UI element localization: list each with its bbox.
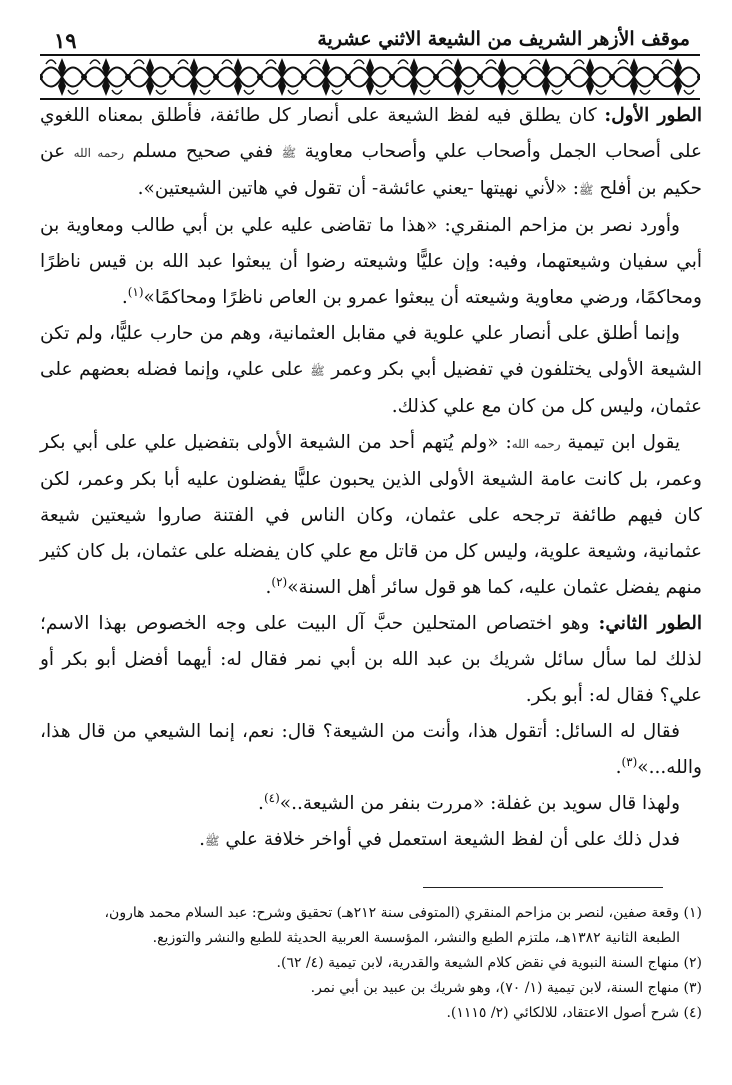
paragraph-8	[40, 822, 702, 859]
text-span: عن حكيم بن أفلح	[40, 141, 702, 199]
footnote-ref[interactable]: (٣)	[621, 754, 638, 769]
paragraph-1	[40, 98, 702, 208]
text-span: كان يطلق فيه لفظ الشيعة على أنصار كل طائفة، فأطلق بمعناه اللغوي على أصحاب الجمل وأصحاب علي وأصحاب معاوية	[40, 105, 702, 162]
honorific: رحمه الله	[511, 437, 561, 451]
footnote-1-continued: الطبعة الثانية ١٣٨٢هـ، ملتزم الطبع والنشر، المؤسسة العربية الحديثة للطبع والنشر والتوزيع.	[152, 930, 680, 946]
honorific: ﷺ	[579, 183, 594, 197]
text-span: .	[265, 577, 272, 598]
honorific: رحمه الله	[73, 146, 125, 160]
honorific: ﷺ	[204, 834, 220, 848]
footnote-ref[interactable]: (٤)	[263, 790, 280, 805]
paragraph-6	[40, 714, 702, 786]
text-span: : «ولم يُتهم أحد من الشيعة الأولى بتفضيل علي على أبي بكر وعمر، بل كانت عامة الشيعة الأولى الذين يحبون عليًّا يفضلون عليه أبا بكر وعمر، لكن كان فيهم طائفة ترجحه على عثمان، وكان الناس في الفتنة صاروا شيعتين شيعة عثمانية، وشيعة علوية، وليس كل من قاتل مع علي كان يفضله على عثمان، بل كان كثير منهم يفضل عثمان عليه، كما هو قول سائر أهل السنة»	[40, 432, 702, 598]
footnotes	[40, 901, 702, 1026]
text-span: يقول ابن تيمية	[560, 432, 681, 453]
page-number: ١٩	[54, 28, 77, 53]
running-title: موقف الأزهر الشريف من الشيعة الاثني عشرية	[317, 28, 690, 50]
paragraph-2	[40, 208, 702, 316]
page-header	[40, 22, 700, 92]
text-span: وهو اختصاص المتحلين حبَّ آل البيت على وجه الخصوص بهذا الاسم؛ لذلك لما سأل سائل شريك بن عبد الله بن أبي نمر فقال له: أيهما أفضل أبو بكر أو علي؟ فقال له: أبو بكر.	[40, 613, 702, 706]
text-span: فدل ذلك على أن لفظ الشيعة استعمل في أواخر خلافة علي	[219, 829, 680, 850]
paragraph-5	[40, 606, 702, 714]
footnote-4: (٤) شرح أصول الاعتقاد، للالكائي (٢/ ١١١٥).	[446, 1005, 702, 1021]
footnote-ref[interactable]: (٢)	[271, 574, 288, 589]
text-span: .	[121, 287, 128, 308]
text-span: .	[199, 829, 205, 850]
footnote-2: (٢) منهاج السنة النبوية في نقض كلام الشيعة والقدرية، لابن تيمية (٤/ ٦٢).	[276, 955, 702, 971]
text-span: فقال له السائل: أتقول هذا، وأنت من الشيعة؟ قال: نعم، إنما الشيعي من قال هذا، والله...»	[40, 721, 702, 778]
footnote-divider	[423, 887, 663, 888]
ornament-border	[40, 54, 700, 100]
footnote-ref[interactable]: (١)	[127, 284, 144, 299]
text-span: ولهذا قال سويد بن غفلة: «مررت بنفر من الشيعة..»	[279, 793, 680, 814]
text-span: : «لأني نهيتها -يعني عائشة- أن تقول في هاتين الشيعتين».	[137, 178, 580, 199]
paragraph-4	[40, 425, 702, 606]
text-span: وإنما أطلق على أنصار علي علوية في مقابل العثمانية، وهم من حارب عليًّا، ولم تكن الشيعة الأولى يختلفون في تفضيل أبي بكر وعمر	[40, 323, 702, 380]
main-text	[40, 98, 702, 859]
text-span: على علي، وإنما فضله بعضهم على عثمان، وليس كل من كان مع علي كذلك.	[40, 359, 702, 417]
text-span: وأورد نصر بن مزاحم المنقري: «هذا ما تقاضى عليه علي بن أبي طالب ومعاوية بن أبي سفيان وشيعتهما، وفيه: وإن عليًّا وشيعته رضوا أن يبعثوا عبد الله بن قيس ناظرًا ومحاكمًا، ورضي معاوية وشيعته أن يبعثوا عمرو بن العاص ناظرًا ومحاكمًا»	[40, 215, 702, 308]
honorific: ﷺ	[310, 364, 325, 378]
paragraph-3	[40, 316, 702, 425]
footnote-1: (١) وقعة صفين، لنصر بن مزاحم المنقري (المتوفى سنة ٢١٢هـ) تحقيق وشرح: عبد السلام محمد هارون،	[104, 905, 702, 921]
text-span: .	[615, 757, 622, 778]
heading-stage-two: الطور الثاني:	[598, 613, 702, 634]
honorific: ﷺ	[281, 146, 297, 160]
heading-stage-one: الطور الأول:	[604, 105, 702, 126]
text-span: ففي صحيح مسلم	[124, 141, 282, 162]
footnote-3: (٣) منهاج السنة، لابن تيمية (١/ ٧٠)، وهو شريك بن عبيد بن أبي نمر.	[310, 980, 702, 996]
text-span: .	[258, 793, 264, 814]
paragraph-7	[40, 786, 702, 822]
